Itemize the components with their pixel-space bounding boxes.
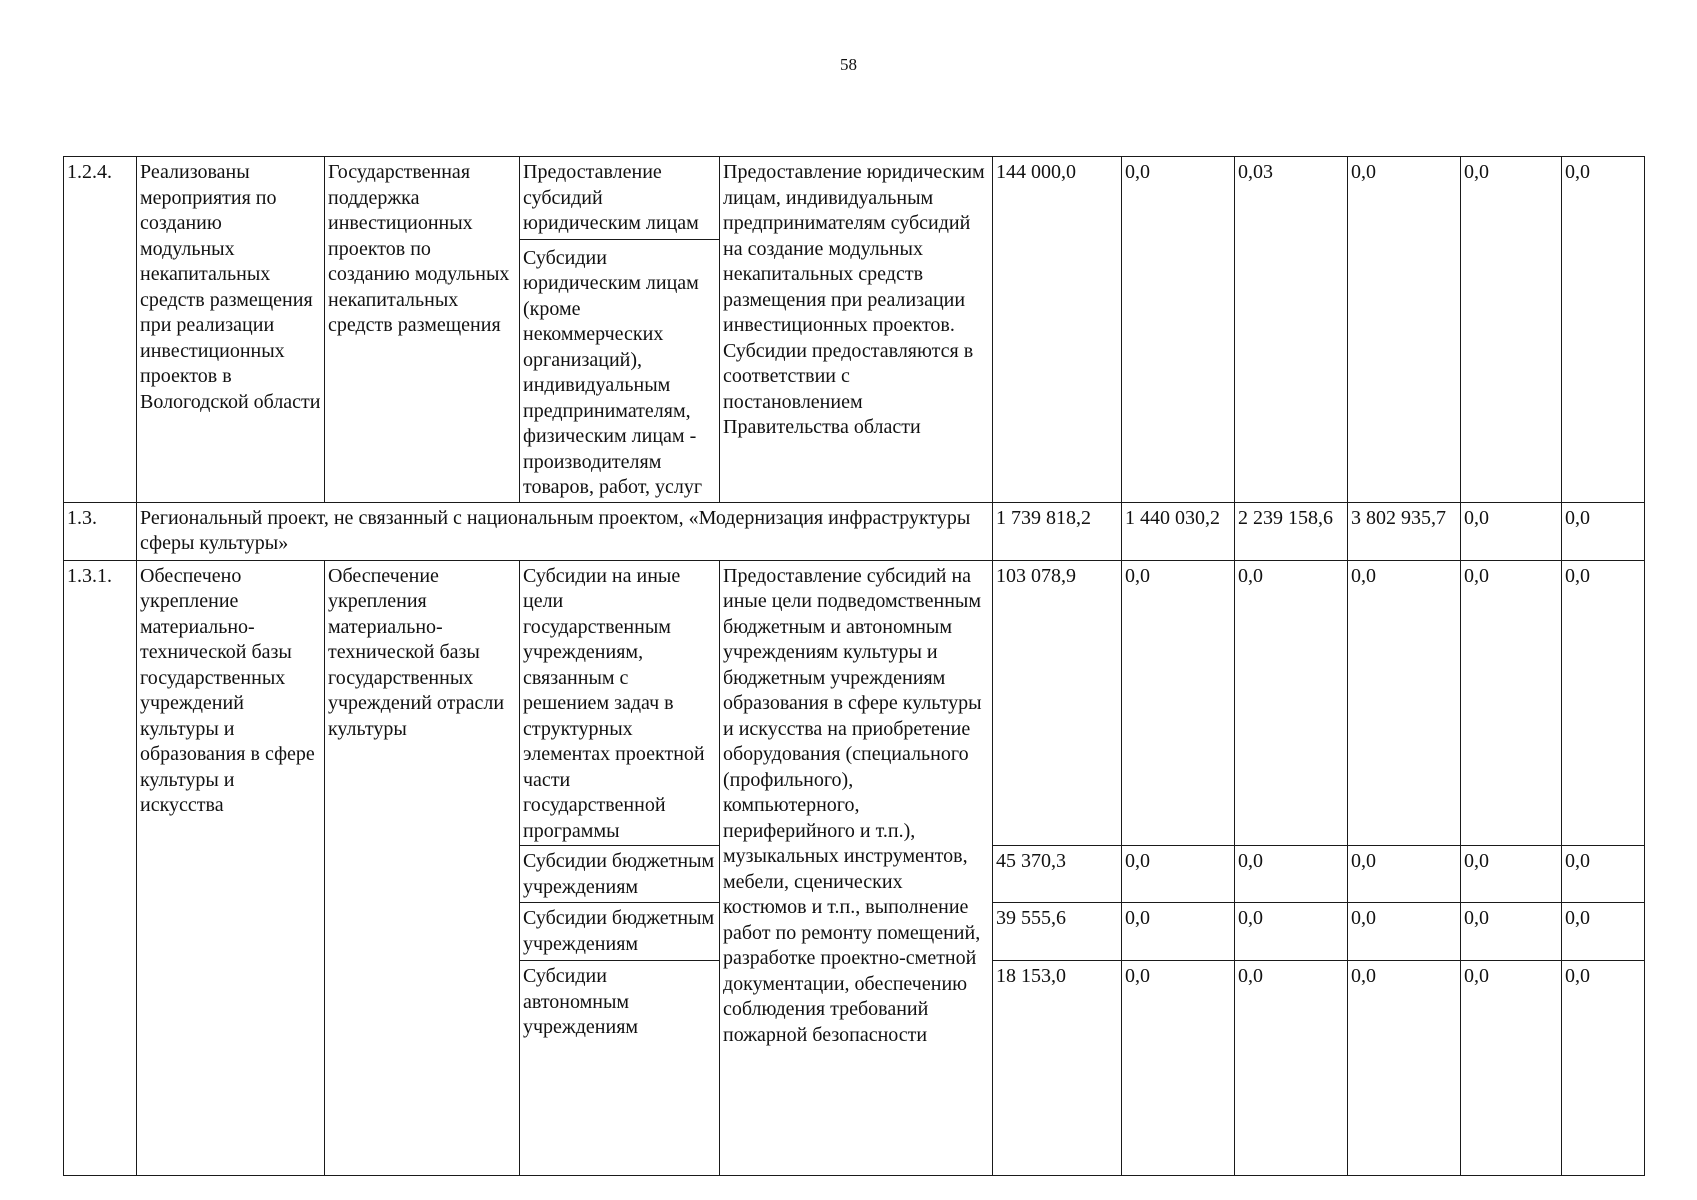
value-cell: 0,0 [1461, 846, 1562, 903]
program-table [63, 156, 1645, 1176]
value-cell: 0,0 [1562, 502, 1645, 560]
mechanism-cell [520, 157, 720, 503]
value-cell: 0,0 [1461, 903, 1562, 961]
value-cell: 1 739 818,2 [993, 502, 1122, 560]
mechanism-cell: Субсидии на иные цели государственным учреждениям, связанным с решением задач в структурных элементах проектной части государственной программы [520, 560, 720, 846]
value-cell: 0,0 [1348, 961, 1461, 1176]
value-cell: 144 000,0 [993, 157, 1122, 503]
mechanism-top: Предоставление субсидий юридическим лицам [520, 157, 719, 240]
value-cell: 0,0 [1562, 157, 1645, 503]
value-cell: 0,0 [1562, 903, 1645, 961]
description-cell: Предоставление юридическим лицам, индивидуальным предпринимателям субсидий на создание модульных некапитальных средств размещения при реализации инвестиционных проектов. Субсидии предоставляются в соответствии с постановлением Правительства области [720, 157, 993, 503]
page-number: 58 [840, 55, 857, 74]
value-cell: 0,0 [1122, 560, 1235, 846]
mechanism-cell: Субсидии автономным учреждениям [520, 961, 720, 1176]
description-cell: Предоставление субсидий на иные цели подведомственным бюджетным и автономным учреждениям культуры и бюджетным учреждениям образования в сфере культуры и искусства на приобретение оборудования (специального (профильного), компьютерного, периферийного и т.п.), музыкальных инструментов, мебели, сценических костюмов и т.п., выполнение работ по ремонту помещений, разработке проектно-сметной документации, обеспечению соблюдения требований пожарной безопасности [720, 560, 993, 1176]
table-row [64, 560, 1645, 846]
value-cell: 0,0 [1122, 846, 1235, 903]
value-cell: 0,0 [1461, 560, 1562, 846]
value-cell: 0,0 [1122, 961, 1235, 1176]
value-cell: 45 370,3 [993, 846, 1122, 903]
row-code: 1.2.4. [64, 157, 137, 503]
table-row [64, 157, 1645, 503]
table-row [64, 502, 1645, 560]
value-cell: 3 802 935,7 [1348, 502, 1461, 560]
value-cell: 0,0 [1348, 846, 1461, 903]
value-cell: 103 078,9 [993, 560, 1122, 846]
result-cell: Обеспечено укрепление материально-технической базы государственных учреждений культуры и образования в сфере культуры и искусства [137, 560, 325, 1176]
value-cell: 18 153,0 [993, 961, 1122, 1176]
row-code: 1.3. [64, 502, 137, 560]
value-cell: 1 440 030,2 [1122, 502, 1235, 560]
value-cell: 0,0 [1235, 560, 1348, 846]
mechanism-cell: Субсидии бюджетным учреждениям [520, 903, 720, 961]
value-cell: 0,0 [1562, 961, 1645, 1176]
program-cell: Государственная поддержка инвестиционных проектов по созданию модульных некапитальных средств размещения [325, 157, 520, 503]
value-cell: 0,0 [1348, 560, 1461, 846]
mechanism-bottom: Субсидии юридическим лицам (кроме некоммерческих организаций), индивидуальным предпринимателям, физическим лицам - производителям товаров, работ, услуг [523, 246, 703, 498]
value-cell: 0,0 [1461, 502, 1562, 560]
value-cell: 39 555,6 [993, 903, 1122, 961]
value-cell: 0,0 [1348, 157, 1461, 503]
result-cell: Реализованы мероприятия по созданию модульных некапитальных средств размещения при реализации инвестиционных проектов в Вологодской области [137, 157, 325, 503]
value-cell: 0,0 [1348, 903, 1461, 961]
program-cell: Обеспечение укрепления материально-технической базы государственных учреждений отрасли культуры [325, 560, 520, 1176]
value-cell: 0,0 [1122, 157, 1235, 503]
project-title: Региональный проект, не связанный с национальным проектом, «Модернизация инфраструктуры сферы культуры» [137, 502, 993, 560]
value-cell: 0,0 [1122, 903, 1235, 961]
value-cell: 0,0 [1562, 846, 1645, 903]
mechanism-cell: Субсидии бюджетным учреждениям [520, 846, 720, 903]
value-cell: 0,0 [1235, 903, 1348, 961]
value-cell: 0,0 [1562, 560, 1645, 846]
value-cell: 2 239 158,6 [1235, 502, 1348, 560]
value-cell: 0,03 [1235, 157, 1348, 503]
value-cell: 0,0 [1235, 961, 1348, 1176]
value-cell: 0,0 [1461, 961, 1562, 1176]
value-cell: 0,0 [1461, 157, 1562, 503]
value-cell: 0,0 [1235, 846, 1348, 903]
row-code: 1.3.1. [64, 560, 137, 1176]
